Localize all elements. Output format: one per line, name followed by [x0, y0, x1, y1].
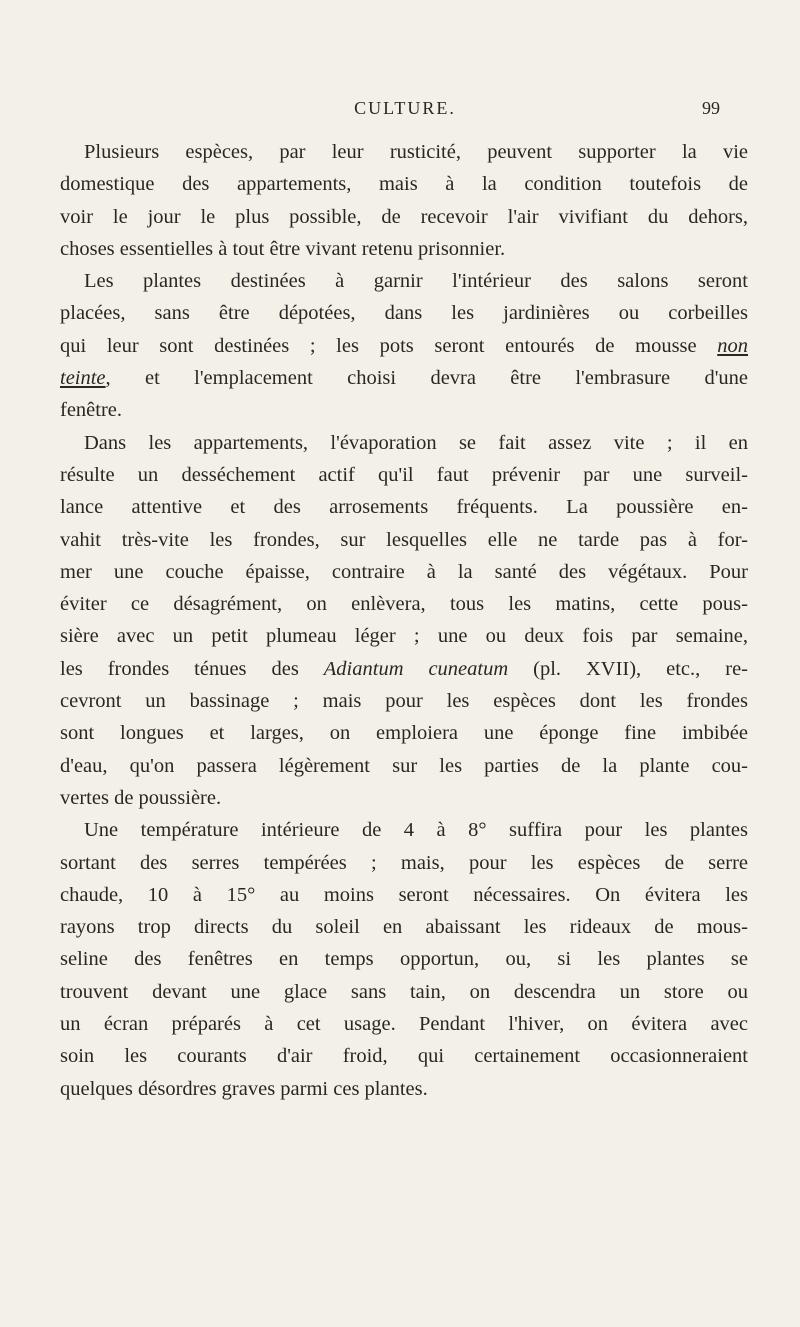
text-line: vahit très-vite les frondes, sur lesquelles elle ne tarde pas à for- — [60, 528, 748, 551]
paragraph-1 — [60, 136, 748, 265]
text-line: Une température intérieure de 4 à 8° suffira pour les plantes — [84, 819, 748, 842]
running-title: CULTURE. — [354, 98, 456, 118]
text-line: fenêtre. — [60, 399, 123, 422]
text-segment: les frondes ténues des — [60, 657, 324, 680]
text-line: sière avec un petit plumeau léger ; une ou deux fois par semaine, — [60, 625, 748, 648]
text-line: lance attentive et des arrosements fréquents. La poussière en- — [60, 496, 748, 519]
text-segment: , et l'emplacement choisi devra être l'embrasure d'une — [105, 367, 748, 390]
text-line: d'eau, qu'on passera légèrement sur les parties de la plante cou- — [60, 754, 748, 777]
text-line: un écran préparés à cet usage. Pendant l'hiver, on évitera avec — [60, 1013, 748, 1036]
text-segment: (pl. XVII), etc., re- — [508, 657, 748, 680]
page-number: 99 — [702, 98, 720, 118]
text-line: placées, sans être dépotées, dans les jardinières ou corbeilles — [60, 302, 748, 325]
text-line: trouvent devant une glace sans tain, on descendra un store ou — [60, 980, 748, 1003]
text-line: sont longues et larges, on emploiera une éponge fine imbibée — [60, 722, 748, 745]
text-line: quelques désordres graves parmi ces plantes. — [60, 1077, 428, 1100]
text-line — [60, 653, 748, 685]
text-line: domestique des appartements, mais à la condition toutefois de — [60, 173, 748, 196]
emphasis-teinte: teinte — [60, 367, 106, 390]
text-line: chaude, 10 à 15° au moins seront nécessaires. On évitera les — [60, 883, 748, 906]
text-line: soin les courants d'air froid, qui certainement occasionneraient — [60, 1045, 748, 1068]
text-line — [60, 330, 748, 362]
text-line: cevront un bassinage ; mais pour les espèces dont les frondes — [60, 690, 748, 713]
text-line: vertes de poussière. — [60, 786, 222, 809]
emphasis-non: non — [717, 334, 748, 357]
text-line: résulte un desséchement actif qu'il faut prévenir par une surveil- — [60, 463, 748, 486]
text-segment: qui leur sont destinées ; les pots seront entourés de mousse — [60, 334, 718, 357]
text-line: Dans les appartements, l'évaporation se fait assez vite ; il en — [84, 431, 748, 454]
text-line: éviter ce désagrément, on enlèvera, tous les matins, cette pous- — [60, 593, 748, 616]
paragraph-4 — [60, 814, 748, 1105]
text-line: Plusieurs espèces, par leur rusticité, peuvent supporter la vie — [84, 141, 748, 163]
text-line: seline des fenêtres en temps opportun, ou, si les plantes se — [60, 948, 748, 971]
text-line: sortant des serres tempérées ; mais, pour les espèces de serre — [60, 851, 748, 874]
paragraph-3 — [60, 427, 748, 815]
paragraph-2 — [60, 265, 748, 426]
species-name: Adiantum cuneatum — [323, 657, 509, 680]
body-text — [60, 136, 748, 1105]
running-head — [60, 98, 750, 122]
text-line: choses essentielles à tout être vivant retenu prisonnier. — [60, 237, 506, 260]
text-line: voir le jour le plus possible, de recevoir l'air vivifiant du dehors, — [60, 205, 748, 228]
text-line: Les plantes destinées à garnir l'intérieur des salons seront — [84, 270, 748, 293]
text-line — [60, 362, 748, 394]
text-line: mer une couche épaisse, contraire à la santé des végétaux. Pour — [60, 560, 748, 583]
text-line: rayons trop directs du soleil en abaissant les rideaux de mous- — [60, 916, 748, 939]
